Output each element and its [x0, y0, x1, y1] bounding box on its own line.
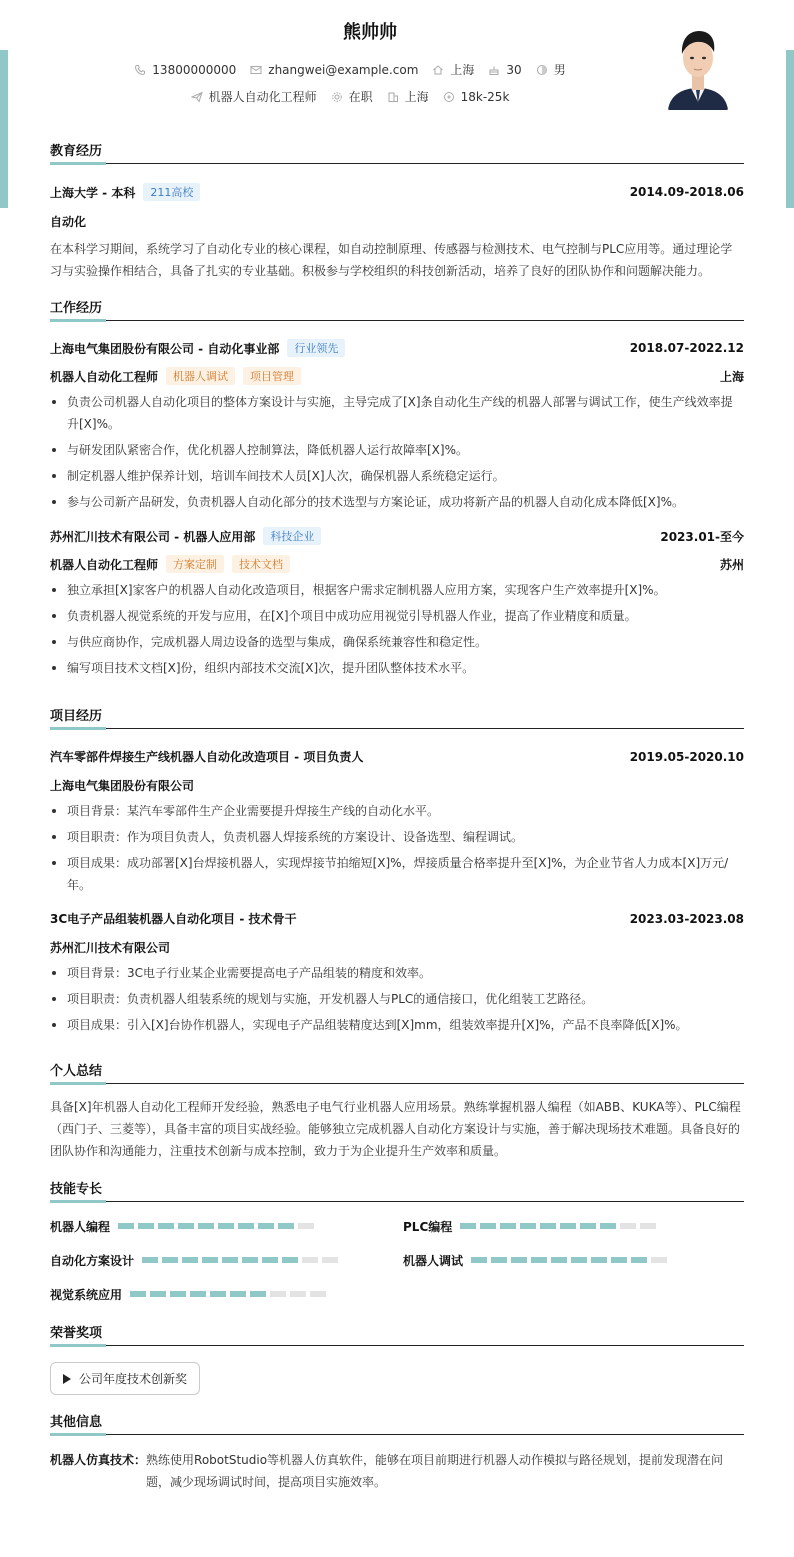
- skill-segment-empty: [298, 1223, 314, 1229]
- skill-segment-filled: [142, 1257, 158, 1263]
- education-description: 在本科学习期间，系统学习了自动化专业的核心课程，如自动控制原理、传感器与检测技术、电气控制与PLC应用等。通过理论学习与实验操作相结合，具备了扎实的专业基础。积极参与学校组织的科技创新活动，培养了良好的团队协作和问题解决能力。: [50, 242, 733, 278]
- job-company: 上海电气集团股份有限公司 - 自动化事业部: [50, 341, 280, 356]
- project-name: 3C电子产品组装机器人自动化项目 - 技术骨干: [50, 912, 297, 926]
- job-bullets: [50, 579, 744, 679]
- job-bullets: [50, 391, 744, 513]
- gear-icon: [331, 91, 343, 103]
- project-entry: [50, 748, 744, 896]
- job-role-row: [50, 367, 744, 385]
- other-section: [50, 1411, 744, 1493]
- skill-segment-filled: [250, 1291, 266, 1297]
- skill-segment-filled: [198, 1223, 214, 1229]
- skill-segment-filled: [138, 1223, 154, 1229]
- job-location: 上海: [719, 369, 744, 384]
- skill-segment-empty: [640, 1223, 656, 1229]
- project-date: 2023.03-2023.08: [629, 911, 744, 926]
- skill-segment-filled: [178, 1223, 194, 1229]
- mail-icon: [250, 64, 262, 76]
- skill-item: [403, 1250, 744, 1270]
- project-header-row: [50, 910, 744, 927]
- job-entry: [50, 339, 744, 513]
- position-item: [191, 88, 317, 105]
- other-text: 熟练使用RobotStudio等机器人仿真软件，能够在项目前期进行机器人动作模拟与路径规划，提前发现潜在问题，减少现场调试时间，提高项目实施效率。: [146, 1453, 724, 1489]
- skill-segment-filled: [218, 1223, 234, 1229]
- skill-segment-filled: [591, 1257, 607, 1263]
- skill-name: 自动化方案设计: [50, 1253, 135, 1268]
- skill-segment-filled: [480, 1223, 496, 1229]
- skill-segment-empty: [310, 1291, 326, 1297]
- skill-segment-filled: [182, 1257, 198, 1263]
- skill-level-bar: [471, 1257, 667, 1263]
- job-role: 机器人自动化工程师: [50, 557, 159, 572]
- gender-text: 男: [553, 63, 566, 77]
- job-date: 2018.07-2022.12: [629, 341, 744, 355]
- phone-icon: [134, 64, 146, 76]
- job-location: 苏州: [719, 557, 744, 572]
- job-company: 苏州汇川技术有限公司 - 机器人应用部: [50, 529, 256, 544]
- skill-segment-filled: [262, 1257, 278, 1263]
- skill-segment-filled: [600, 1223, 616, 1229]
- project-org: 苏州汇川技术有限公司: [50, 941, 171, 955]
- award-item[interactable]: [50, 1362, 200, 1395]
- job-entry: [50, 527, 744, 679]
- school-name: 上海大学 - 本科: [50, 185, 136, 200]
- target-city-text: 上海: [404, 90, 429, 104]
- skill-name: 机器人编程: [50, 1219, 111, 1234]
- phone-text: 13800000000: [152, 62, 237, 77]
- skill-segment-filled: [511, 1257, 527, 1263]
- honors-title: 荣誉奖项: [50, 1322, 744, 1346]
- job-intent-row: [50, 88, 650, 105]
- skill-segment-filled: [170, 1291, 186, 1297]
- list-item: 项目成果：成功部署[X]台焊接机器人，实现焊接节拍缩短[X]%，焊接质量合格率提升至[X]%，为企业节省人力成本[X]万元/年。: [50, 852, 744, 896]
- project-org: 上海电气集团股份有限公司: [50, 779, 195, 793]
- skills-grid: [50, 1216, 744, 1304]
- company-tag: 科技企业: [263, 527, 321, 545]
- skill-name: PLC编程: [403, 1219, 453, 1234]
- project-name: 汽车零部件焊接生产线机器人自动化改造项目 - 项目负责人: [50, 750, 364, 764]
- summary-text: 具备[X]年机器人自动化工程师开发经验，熟悉电子电气行业机器人应用场景。熟练掌握机器人编程（如ABB、KUKA等）、PLC编程（西门子、三菱等），具备丰富的项目实战经验。能够独立完成机器人自动化方案设计与实施，善于解决现场技术难题。具备良好的团队协作和沟通能力，注重技术创新与成本控制，致力于为企业提升生产效率和质量。: [50, 1100, 741, 1158]
- list-item: 项目背景：3C电子行业某企业需要提高电子产品组装的精度和效率。: [50, 962, 744, 984]
- projects-section: [50, 705, 744, 1036]
- candidate-name: 熊帅帅: [343, 22, 397, 43]
- skill-name: 视觉系统应用: [50, 1287, 123, 1302]
- skill-segment-empty: [620, 1223, 636, 1229]
- gender-icon: [536, 64, 548, 76]
- play-icon: [63, 1374, 71, 1384]
- skill-level-bar: [142, 1257, 338, 1263]
- other-label: 机器人仿真技术：: [50, 1453, 147, 1467]
- projects-title: 项目经历: [50, 705, 744, 729]
- city-text: 上海: [450, 63, 475, 77]
- skill-segment-filled: [460, 1223, 476, 1229]
- skill-segment-filled: [282, 1257, 298, 1263]
- skill-item: [50, 1284, 403, 1304]
- skill-segment-filled: [162, 1257, 178, 1263]
- skill-segment-filled: [560, 1223, 576, 1229]
- school-tag: 211高校: [143, 183, 200, 201]
- skill-segment-filled: [580, 1223, 596, 1229]
- skill-name: 机器人调试: [403, 1253, 464, 1268]
- email-item: [250, 63, 418, 77]
- list-item: 编写项目技术文档[X]份，组织内部技术交流[X]次，提升团队整体技术水平。: [50, 657, 744, 679]
- job-header-row: [50, 527, 744, 545]
- skill-level-bar: [460, 1223, 656, 1229]
- education-title: 教育经历: [50, 140, 744, 164]
- skill-segment-filled: [230, 1291, 246, 1297]
- project-entry: [50, 910, 744, 1036]
- major-name: 自动化: [50, 215, 87, 229]
- list-item: 制定机器人维护保养计划，培训车间技术人员[X]人次，确保机器人系统稳定运行。: [50, 465, 744, 487]
- age-text: 30: [506, 62, 522, 77]
- list-item: 与供应商协作，完成机器人周边设备的选型与集成，确保系统兼容性和稳定性。: [50, 631, 744, 653]
- skill-segment-filled: [130, 1291, 146, 1297]
- gender-item: [536, 61, 566, 78]
- skill-segment-filled: [118, 1223, 134, 1229]
- skill-segment-filled: [551, 1257, 567, 1263]
- skill-tag: 技术文档: [232, 555, 290, 573]
- list-item: 独立承担[X]家客户的机器人自动化改造项目，根据客户需求定制机器人应用方案，实现客户生产效率提升[X]%。: [50, 579, 744, 601]
- coin-icon: [443, 91, 455, 103]
- skill-segment-empty: [651, 1257, 667, 1263]
- home-icon: [432, 64, 444, 76]
- position-text: 机器人自动化工程师: [208, 90, 317, 104]
- skill-segment-filled: [471, 1257, 487, 1263]
- job-role: 机器人自动化工程师: [50, 369, 159, 384]
- skill-segment-filled: [222, 1257, 238, 1263]
- phone-item: [134, 63, 236, 77]
- accent-bar-left: [0, 50, 8, 208]
- job-header-row: [50, 339, 744, 357]
- skill-segment-filled: [150, 1291, 166, 1297]
- skill-segment-filled: [190, 1291, 206, 1297]
- other-title: 其他信息: [50, 1411, 744, 1435]
- other-item: [50, 1449, 744, 1493]
- skill-segment-filled: [491, 1257, 507, 1263]
- job-date: 2023.01-至今: [660, 529, 744, 544]
- contact-row: [50, 61, 650, 78]
- age-item: [488, 63, 521, 77]
- list-item: 负责机器人视觉系统的开发与应用，在[X]个项目中成功应用视觉引导机器人作业，提高了作业精度和质量。: [50, 605, 744, 627]
- work-title: 工作经历: [50, 297, 744, 321]
- list-item: 项目职责：作为项目负责人，负责机器人焊接系统的方案设计、设备选型、编程调试。: [50, 826, 744, 848]
- skill-tag: 方案定制: [166, 555, 224, 573]
- skill-segment-filled: [242, 1257, 258, 1263]
- award-label: 公司年度技术创新奖: [79, 1372, 188, 1386]
- skill-segment-filled: [258, 1223, 274, 1229]
- project-date: 2019.05-2020.10: [629, 749, 744, 764]
- skill-segment-filled: [631, 1257, 647, 1263]
- accent-bar-right: [786, 50, 794, 208]
- skill-segment-filled: [540, 1223, 556, 1229]
- summary-section: [50, 1060, 744, 1162]
- skill-segment-filled: [278, 1223, 294, 1229]
- skill-segment-filled: [611, 1257, 627, 1263]
- education-date: 2014.09-2018.06: [629, 185, 744, 199]
- list-item: 项目背景：某汽车零部件生产企业需要提升焊接生产线的自动化水平。: [50, 800, 744, 822]
- skill-segment-filled: [531, 1257, 547, 1263]
- job-role-row: [50, 555, 744, 573]
- company-tag: 行业领先: [287, 339, 345, 357]
- city-item: [432, 61, 474, 78]
- project-bullets: [50, 962, 744, 1036]
- skill-segment-empty: [290, 1291, 306, 1297]
- list-item: 项目职责：负责机器人组装系统的规划与实施，开发机器人与PLC的通信接口，优化组装工艺路径。: [50, 988, 744, 1010]
- skill-segment-filled: [210, 1291, 226, 1297]
- skill-segment-empty: [322, 1257, 338, 1263]
- list-item: 负责公司机器人自动化项目的整体方案设计与实施，主导完成了[X]条自动化生产线的机器人部署与调试工作，使生产线效率提升[X]%。: [50, 391, 744, 435]
- avatar-photo: [666, 18, 730, 110]
- send-icon: [191, 91, 203, 103]
- honors-section: [50, 1322, 744, 1395]
- list-item: 参与公司新产品研发，负责机器人自动化部分的技术选型与方案论证，成功将新产品的机器人自动化成本降低[X]%。: [50, 491, 744, 513]
- skills-title: 技能专长: [50, 1178, 744, 1202]
- skill-item: [50, 1216, 403, 1236]
- list-item: 与研发团队紧密合作，优化机器人控制算法，降低机器人运行故障率[X]%。: [50, 439, 744, 461]
- skill-segment-filled: [238, 1223, 254, 1229]
- status-item: [331, 88, 373, 105]
- summary-title: 个人总结: [50, 1060, 744, 1084]
- skill-tag: 项目管理: [243, 367, 301, 385]
- cake-icon: [488, 64, 500, 76]
- building-icon: [387, 91, 399, 103]
- skill-level-bar: [118, 1223, 314, 1229]
- skill-segment-filled: [202, 1257, 218, 1263]
- skill-segment-empty: [270, 1291, 286, 1297]
- resume-header: [50, 0, 744, 122]
- target-city-item: [387, 88, 429, 105]
- education-section: [50, 140, 744, 282]
- skill-level-bar: [130, 1291, 326, 1297]
- skills-section: [50, 1178, 744, 1304]
- skill-item: [403, 1216, 744, 1236]
- project-bullets: [50, 800, 744, 896]
- list-item: 项目成果：引入[X]台协作机器人，实现电子产品组装精度达到[X]mm，组装效率提升[X]%，产品不良率降低[X]%。: [50, 1014, 744, 1036]
- skill-segment-empty: [302, 1257, 318, 1263]
- status-text: 在职: [348, 90, 373, 104]
- skill-segment-filled: [500, 1223, 516, 1229]
- project-header-row: [50, 748, 744, 765]
- salary-item: [443, 90, 510, 104]
- education-header-row: [50, 183, 744, 201]
- resume-page: [50, 0, 744, 1493]
- skill-segment-filled: [520, 1223, 536, 1229]
- skill-item: [50, 1250, 403, 1270]
- skill-tag: 机器人调试: [166, 367, 235, 385]
- salary-text: 18k-25k: [460, 89, 510, 104]
- email-text: zhangwei@example.com: [268, 62, 419, 77]
- skill-segment-filled: [571, 1257, 587, 1263]
- work-section: [50, 297, 744, 679]
- skill-segment-filled: [158, 1223, 174, 1229]
